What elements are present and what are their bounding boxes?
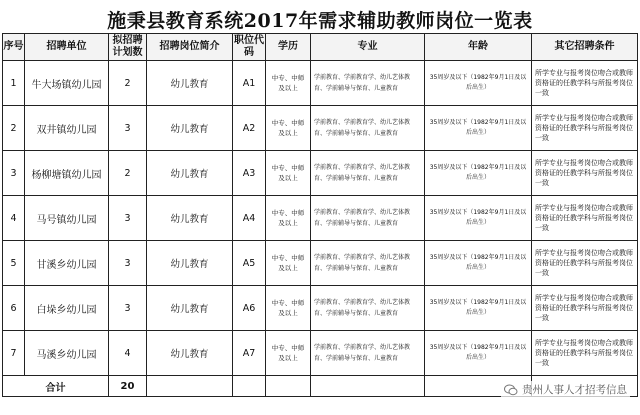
cell-unit: 双井镇幼儿园 xyxy=(25,106,109,151)
table-row xyxy=(3,286,638,331)
cell-major: 学前教育、学前教育学、幼儿艺体教育、学前辅导与保育、儿童教育 xyxy=(311,331,425,376)
cell-age: 35周岁及以下（1982年9月1日及以后出生） xyxy=(425,241,532,286)
cell-major: 学前教育、学前教育学、幼儿艺体教育、学前辅导与保育、儿童教育 xyxy=(311,61,425,106)
cell-age: 35周岁及以下（1982年9月1日及以后出生） xyxy=(425,61,532,106)
cell-edu: 中专、中师及以上 xyxy=(266,151,311,196)
cell-cond: 所学专业与报考岗位吻合或教师资格证的任教学科与所报考岗位一致 xyxy=(532,196,638,241)
positions-table xyxy=(2,33,638,397)
watermark xyxy=(501,381,630,398)
cell-num: 3 xyxy=(109,196,147,241)
header-post: 招聘岗位简介 xyxy=(147,34,233,61)
cell-post: 幼儿教育 xyxy=(147,106,233,151)
cell-edu: 中专、中师及以上 xyxy=(266,241,311,286)
header-cond: 其它招聘条件 xyxy=(532,34,638,61)
cell-cond: 所学专业与报考岗位吻合或教师资格证的任教学科与所报考岗位一致 xyxy=(532,241,638,286)
cell-cond: 所学专业与报考岗位吻合或教师资格证的任教学科与所报考岗位一致 xyxy=(532,106,638,151)
cell-idx: 2 xyxy=(3,106,25,151)
cell-code: A7 xyxy=(233,331,266,376)
cell-code: A3 xyxy=(233,151,266,196)
cell-age: 35周岁及以下（1982年9月1日及以后出生） xyxy=(425,151,532,196)
cell-cond: 所学专业与报考岗位吻合或教师资格证的任教学科与所报考岗位一致 xyxy=(532,61,638,106)
cell-idx: 6 xyxy=(3,286,25,331)
header-edu: 学历 xyxy=(266,34,311,61)
cell-post: 幼儿教育 xyxy=(147,151,233,196)
cell-major: 学前教育、学前教育学、幼儿艺体教育、学前辅导与保育、儿童教育 xyxy=(311,286,425,331)
cell-edu: 中专、中师及以上 xyxy=(266,106,311,151)
cell-post: 幼儿教育 xyxy=(147,286,233,331)
header-idx: 序号 xyxy=(3,34,25,61)
table-header-row xyxy=(3,34,638,61)
cell-num: 3 xyxy=(109,286,147,331)
cell-num: 2 xyxy=(109,61,147,106)
cell-unit: 牛大场镇幼儿园 xyxy=(25,61,109,106)
cell-major: 学前教育、学前教育学、幼儿艺体教育、学前辅导与保育、儿童教育 xyxy=(311,106,425,151)
cell-unit: 马溪乡幼儿园 xyxy=(25,331,109,376)
cell-num: 3 xyxy=(109,241,147,286)
cell-post: 幼儿教育 xyxy=(147,61,233,106)
header-major: 专业 xyxy=(311,34,425,61)
table-row xyxy=(3,106,638,151)
cell-major: 学前教育、学前教育学、幼儿艺体教育、学前辅导与保育、儿童教育 xyxy=(311,196,425,241)
header-unit: 招聘单位 xyxy=(25,34,109,61)
total-value: 20 xyxy=(109,376,147,397)
cell-idx: 5 xyxy=(3,241,25,286)
cell-unit: 马号镇幼儿园 xyxy=(25,196,109,241)
header-num: 拟招聘计划数 xyxy=(109,34,147,61)
watermark-text: 贵州人事人才招考信息 xyxy=(522,384,627,396)
cell-cond: 所学专业与报考岗位吻合或教师资格证的任教学科与所报考岗位一致 xyxy=(532,286,638,331)
cell-edu: 中专、中师及以上 xyxy=(266,196,311,241)
table-row xyxy=(3,196,638,241)
cell-idx: 3 xyxy=(3,151,25,196)
cell-code: A5 xyxy=(233,241,266,286)
cell-unit: 杨柳塘镇幼儿园 xyxy=(25,151,109,196)
cell-age: 35周岁及以下（1982年9月1日及以后出生） xyxy=(425,196,532,241)
total-label: 合计 xyxy=(3,376,109,397)
cell-cond: 所学专业与报考岗位吻合或教师资格证的任教学科与所报考岗位一致 xyxy=(532,331,638,376)
cell-num: 3 xyxy=(109,106,147,151)
cell-num: 2 xyxy=(109,151,147,196)
table-row xyxy=(3,241,638,286)
cell-age: 35周岁及以下（1982年9月1日及以后出生） xyxy=(425,106,532,151)
cell-code: A6 xyxy=(233,286,266,331)
cell-unit: 白垛乡幼儿园 xyxy=(25,286,109,331)
cell-code: A1 xyxy=(233,61,266,106)
page-title: 施秉县教育系统2017年需求辅助教师岗位一览表 xyxy=(107,10,533,32)
cell-age: 35周岁及以下（1982年9月1日及以后出生） xyxy=(425,286,532,331)
cell-num: 4 xyxy=(109,331,147,376)
wechat-icon xyxy=(504,384,518,396)
cell-edu: 中专、中师及以上 xyxy=(266,331,311,376)
cell-code: A4 xyxy=(233,196,266,241)
cell-major: 学前教育、学前教育学、幼儿艺体教育、学前辅导与保育、儿童教育 xyxy=(311,151,425,196)
cell-idx: 1 xyxy=(3,61,25,106)
cell-edu: 中专、中师及以上 xyxy=(266,286,311,331)
table-row xyxy=(3,151,638,196)
header-age: 年龄 xyxy=(425,34,532,61)
cell-post: 幼儿教育 xyxy=(147,331,233,376)
cell-post: 幼儿教育 xyxy=(147,196,233,241)
table-row xyxy=(3,331,638,376)
cell-code: A2 xyxy=(233,106,266,151)
table-row xyxy=(3,61,638,106)
cell-post: 幼儿教育 xyxy=(147,241,233,286)
cell-major: 学前教育、学前教育学、幼儿艺体教育、学前辅导与保育、儿童教育 xyxy=(311,241,425,286)
header-code: 职位代码 xyxy=(233,34,266,61)
cell-unit: 甘溪乡幼儿园 xyxy=(25,241,109,286)
cell-idx: 7 xyxy=(3,331,25,376)
cell-idx: 4 xyxy=(3,196,25,241)
cell-edu: 中专、中师及以上 xyxy=(266,61,311,106)
cell-cond: 所学专业与报考岗位吻合或教师资格证的任教学科与所报考岗位一致 xyxy=(532,151,638,196)
cell-age: 35周岁及以下（1982年9月1日及以后出生） xyxy=(425,331,532,376)
